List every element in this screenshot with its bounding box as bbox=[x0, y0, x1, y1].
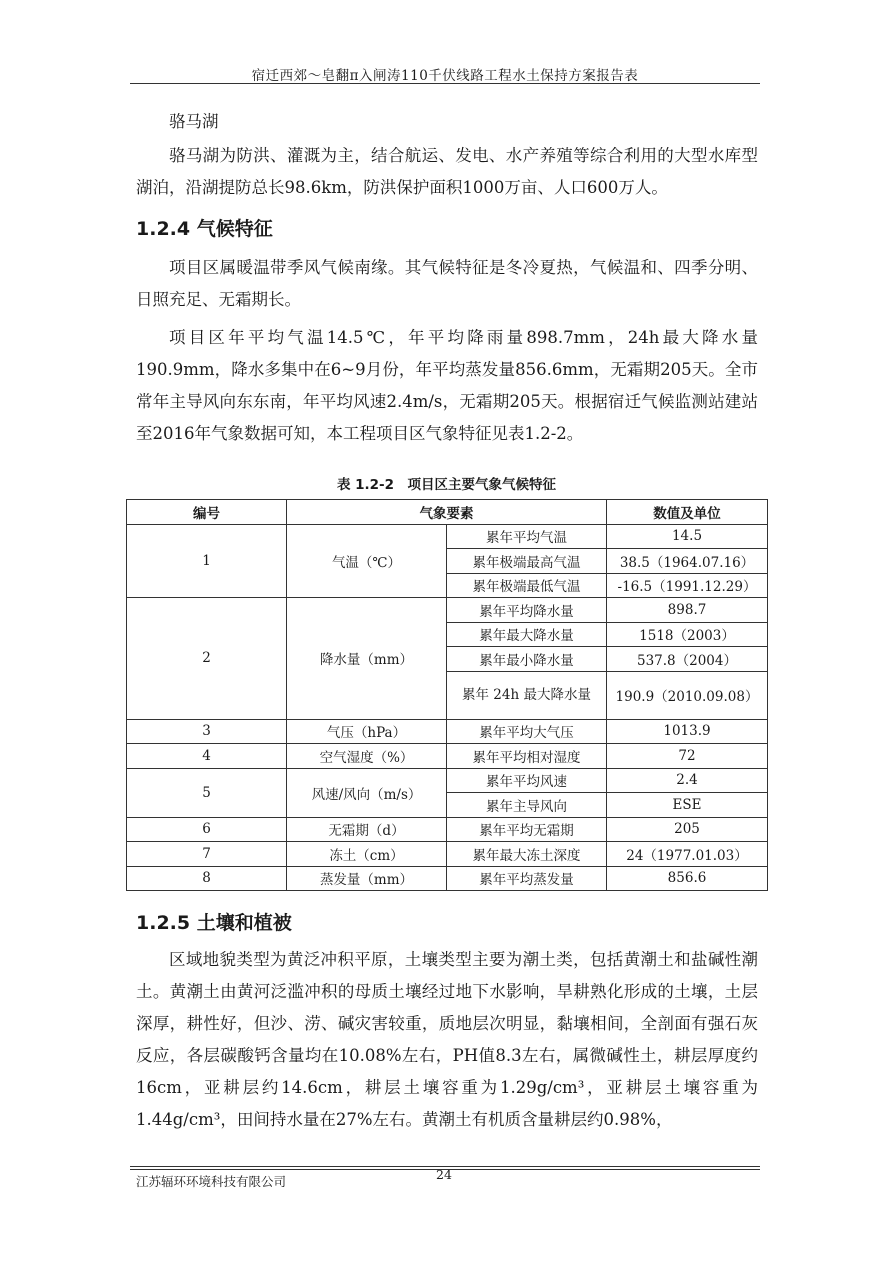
cell-item: 累年主导风向 bbox=[447, 793, 607, 818]
header-rule bbox=[130, 83, 760, 84]
section-heading-climate: 1.2.4 气候特征 bbox=[136, 218, 273, 240]
cell-item: 累年最大冻土深度 bbox=[447, 842, 607, 867]
cell-no: 1 bbox=[127, 524, 287, 598]
cell-no: 2 bbox=[127, 598, 287, 720]
cell-item: 累年 24h 最大降水量 bbox=[447, 671, 607, 719]
header-no: 编号 bbox=[127, 500, 287, 525]
cell-no: 8 bbox=[127, 866, 287, 891]
table-row bbox=[127, 744, 768, 769]
cell-value: 1518（2003） bbox=[607, 622, 768, 647]
page-number: 24 bbox=[436, 1167, 452, 1182]
cell-value: 898.7 bbox=[607, 598, 768, 623]
header-value: 数值及单位 bbox=[607, 500, 768, 525]
table-row bbox=[127, 719, 768, 744]
cell-value: 38.5（1964.07.16） bbox=[607, 549, 768, 574]
climate-paragraph-2: 项目区年平均气温14.5℃，年平均降雨量898.7mm，24h最大降水量190.9mm，降水多集中在6~9月份，年平均蒸发量856.6mm，无霜期205天。全市常年主导风向东东南，年平均风速2.4m/s，无霜期205天。根据宿迁气候监测站建站至2016年气象数据可知，本工程项目区气象特征见表1.2-2。 bbox=[136, 328, 758, 443]
cell-element: 气压（hPa） bbox=[287, 719, 447, 744]
footer-company: 江苏辐环环境科技有限公司 bbox=[136, 1174, 287, 1189]
cell-value: 72 bbox=[607, 744, 768, 769]
lake-paragraph: 骆马湖为防洪、灌溉为主，结合航运、发电、水产养殖等综合利用的大型水库型湖泊，沿湖提防总长98.6km，防洪保护面积1000万亩、人口600万人。 bbox=[136, 146, 758, 197]
table-row bbox=[127, 598, 768, 623]
cell-element: 无霜期（d） bbox=[287, 817, 447, 842]
table-row bbox=[127, 768, 768, 793]
cell-no: 5 bbox=[127, 768, 287, 817]
cell-item: 累年平均无霜期 bbox=[447, 817, 607, 842]
table-row bbox=[127, 524, 768, 549]
lake-subheading: 骆马湖 bbox=[169, 112, 219, 131]
cell-value: 14.5 bbox=[607, 524, 768, 549]
cell-value: ESE bbox=[607, 793, 768, 818]
cell-element: 风速/风向（m/s） bbox=[287, 768, 447, 817]
cell-no: 3 bbox=[127, 719, 287, 744]
table-header-row bbox=[127, 500, 768, 525]
cell-item: 累年极端最高气温 bbox=[447, 549, 607, 574]
table-caption: 表 1.2-2 项目区主要气象气候特征 bbox=[336, 477, 557, 493]
cell-value: -16.5（1991.12.29） bbox=[607, 573, 768, 598]
cell-value: 205 bbox=[607, 817, 768, 842]
cell-value: 24（1977.01.03） bbox=[607, 842, 768, 867]
cell-item: 累年平均蒸发量 bbox=[447, 866, 607, 891]
cell-value: 190.9（2010.09.08） bbox=[607, 671, 768, 719]
cell-no: 4 bbox=[127, 744, 287, 769]
cell-element: 降水量（mm） bbox=[287, 598, 447, 720]
cell-no: 6 bbox=[127, 817, 287, 842]
climate-paragraph-1: 项目区属暖温带季风气候南缘。其气候特征是冬冷夏热，气候温和、四季分明、日照充足、无霜期长。 bbox=[136, 258, 758, 309]
cell-value: 1013.9 bbox=[607, 719, 768, 744]
soil-paragraph: 区域地貌类型为黄泛冲积平原，土壤类型主要为潮土类，包括黄潮土和盐碱性潮土。黄潮土由黄河泛滥冲积的母质土壤经过地下水影响，旱耕熟化形成的土壤，土层深厚，耕性好，但沙、涝、碱灾害较重，质地层次明显，黏壤相间，全剖面有强石灰反应，各层碳酸钙含量均在10.08%左右，PH值8.3左右，属微碱性土，耕层厚度约16cm，亚耕层约14.6cm，耕层土壤容重为1.29g/cm³，亚耕层土壤容重为1.44g/cm³，田间持水量在27%左右。黄潮土有机质含量耕层约0.98%， bbox=[136, 950, 758, 1129]
table-row bbox=[127, 866, 768, 891]
cell-element: 空气湿度（%） bbox=[287, 744, 447, 769]
cell-item: 累年平均大气压 bbox=[447, 719, 607, 744]
cell-value: 2.4 bbox=[607, 768, 768, 793]
header-element: 气象要素 bbox=[287, 500, 607, 525]
table-body bbox=[127, 524, 768, 891]
table-row bbox=[127, 817, 768, 842]
cell-item: 累年平均相对湿度 bbox=[447, 744, 607, 769]
cell-item: 累年平均降水量 bbox=[447, 598, 607, 623]
cell-no: 7 bbox=[127, 842, 287, 867]
running-header: 宿迁西郊～皂翻π入闸涛110千伏线路工程水土保持方案报告表 bbox=[251, 68, 639, 84]
cell-value: 537.8（2004） bbox=[607, 647, 768, 672]
cell-value: 856.6 bbox=[607, 866, 768, 891]
cell-item: 累年平均风速 bbox=[447, 768, 607, 793]
cell-item: 累年平均气温 bbox=[447, 524, 607, 549]
table-row bbox=[127, 842, 768, 867]
cell-item: 累年最小降水量 bbox=[447, 647, 607, 672]
climate-table bbox=[126, 499, 768, 891]
cell-item: 累年最大降水量 bbox=[447, 622, 607, 647]
cell-element: 蒸发量（mm） bbox=[287, 866, 447, 891]
section-heading-soil: 1.2.5 土壤和植被 bbox=[136, 912, 292, 934]
cell-element: 冻土（cm） bbox=[287, 842, 447, 867]
cell-element: 气温（℃） bbox=[287, 524, 447, 598]
cell-item: 累年极端最低气温 bbox=[447, 573, 607, 598]
